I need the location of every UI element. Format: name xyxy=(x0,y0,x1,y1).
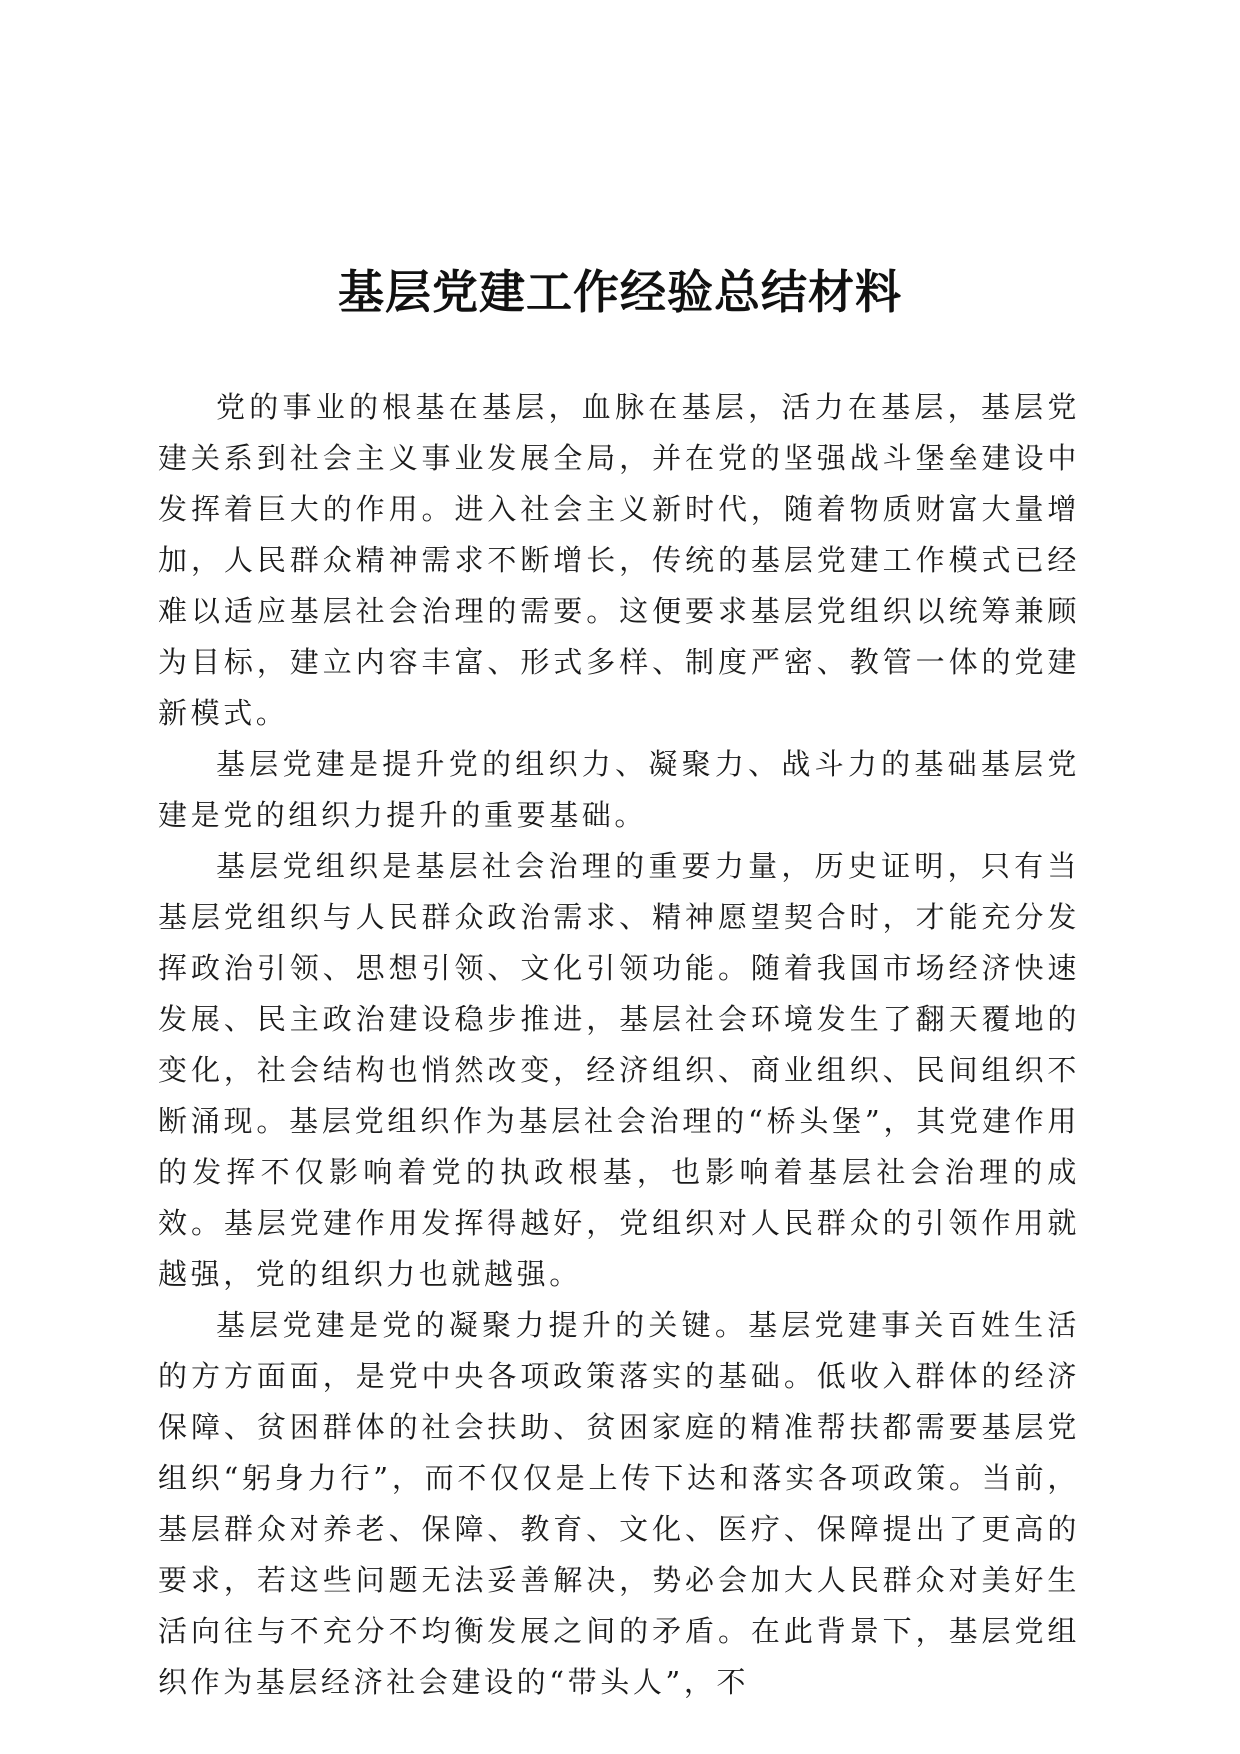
document-body xyxy=(158,382,1080,1708)
paragraph-2: 基层党建是提升党的组织力、凝聚力、战斗力的基础基层党建是党的组织力提升的重要基础。 xyxy=(158,747,1080,832)
paragraph-1: 党的事业的根基在基层，血脉在基层，活力在基层，基层党建关系到社会主义事业发展全局，并在党的坚强战斗堡垒建设中发挥着巨大的作用。进入社会主义新时代，随着物质财富大量增加，人民群众精神需求不断增长，传统的基层党建工作模式已经难以适应基层社会治理的需要。这便要求基层党组织以统筹兼顾为目标，建立内容丰富、形式多样、制度严密、教管一体的党建新模式。 xyxy=(158,390,1080,730)
paragraph-4: 基层党建是党的凝聚力提升的关键。基层党建事关百姓生活的方方面面，是党中央各项政策落实的基础。低收入群体的经济保障、贫困群体的社会扶助、贫困家庭的精准帮扶都需要基层党组织“躬身力行”，而不仅仅是上传下达和落实各项政策。当前，基层群众对养老、保障、教育、文化、医疗、保障提出了更高的要求，若这些问题无法妥善解决，势必会加大人民群众对美好生活向往与不充分不均衡发展之间的矛盾。在此背景下，基层党组织作为基层经济社会建设的“带头人”，不 xyxy=(158,1308,1080,1699)
document-title: 基层党建工作经验总结材料 xyxy=(338,265,902,319)
paragraph-3: 基层党组织是基层社会治理的重要力量，历史证明，只有当基层党组织与人民群众政治需求、精神愿望契合时，才能充分发挥政治引领、思想引领、文化引领功能。随着我国市场经济快速发展、民主政治建设稳步推进，基层社会环境发生了翻天覆地的变化，社会结构也悄然改变，经济组织、商业组织、民间组织不断涌现。基层党组织作为基层社会治理的“桥头堡”，其党建作用的发挥不仅影响着党的执政根基，也影响着基层社会治理的成效。基层党建作用发挥得越好，党组织对人民群众的引领作用就越强，党的组织力也就越强。 xyxy=(158,849,1080,1291)
